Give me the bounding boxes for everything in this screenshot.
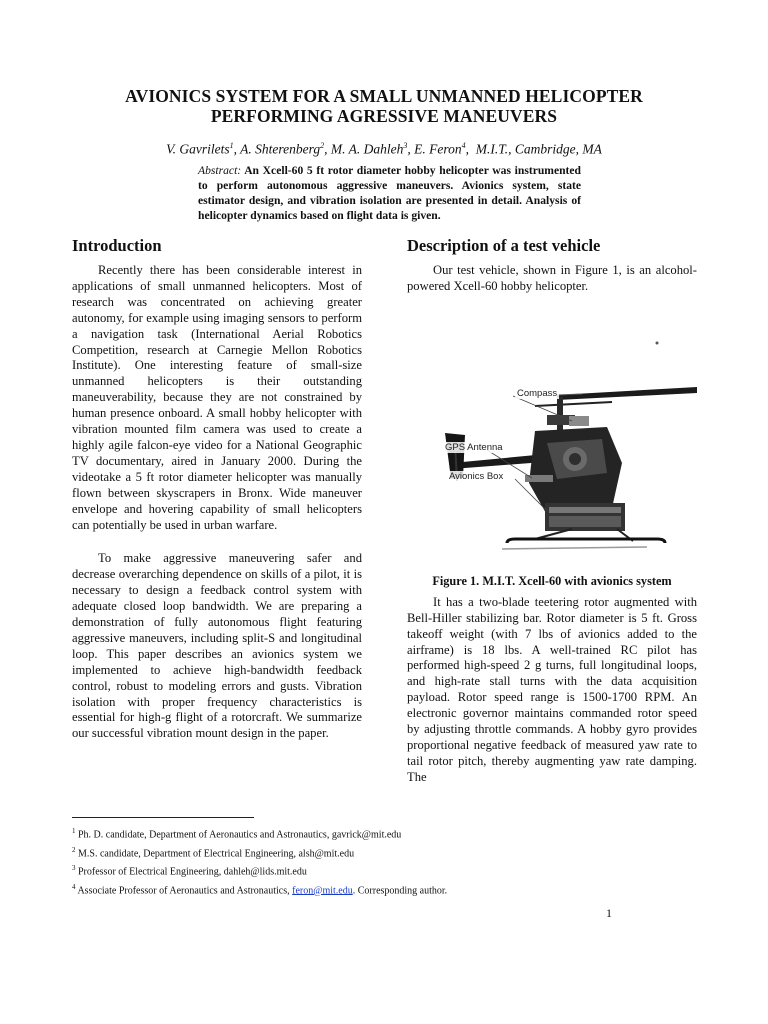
footnote-3-marker: 3 xyxy=(72,864,76,873)
author-line: V. Gavrilets$^1$, A. Shterenberg$^2$, M. A. Dahleh$^3$, E. Feron$^4$, M.I.T., Cambridge, MA xyxy=(166,141,602,157)
author-3-sup: 3 xyxy=(403,141,408,150)
author-1: V. Gavrilets xyxy=(166,141,230,157)
right-column xyxy=(407,235,697,786)
page-number: 1 xyxy=(606,906,612,920)
author-2-sup: 2 xyxy=(320,141,325,150)
footnote-4-marker: 4 xyxy=(72,882,76,891)
footnote-2-marker: 2 xyxy=(72,845,76,854)
title-line-2: PERFORMING AGRESSIVE MANEUVERS xyxy=(210,106,558,126)
compass-label: Compass xyxy=(517,387,558,399)
footnotes xyxy=(72,824,712,898)
gps-antenna-label: GPS Antenna xyxy=(445,441,503,453)
footnote-1-marker: 1 xyxy=(72,827,76,835)
introduction-paragraph-1: Recently there has been considerable interest in applications of small unmanned helicopters. Most of research was concentrated on achieving greater autonomy, for example using imaging sensors to perform a navigation task (International Aerial Robotics Competition, research at Carnegie Mellon Robotics Institute). One interesting feature of small-size unmanned helicopters is their outstanding maneuverability, because they are not constrained by human presence onboard. A small hobby helicopter with vibration mounted film camera was used to create a highly agile falcon-eye video for a National Geographic TV documentary, aired in January 2000. During the videotake a 5 ft rotor diameter helicopter was manually flown between skyscrapers in Bronx. Wide maneuver envelope and hovering capability of small helicopters can potentially be used in urban warfare. xyxy=(72,263,362,532)
figure-1 xyxy=(407,303,697,573)
left-column xyxy=(72,235,362,742)
footnote-2 xyxy=(72,843,712,862)
footnote-2-text: M.S. candidate, Department of Electrical Engineering, alsh@mit.edu xyxy=(78,847,355,859)
footnote-4 xyxy=(72,880,712,899)
author-3: M. A. Dahleh xyxy=(330,141,404,157)
figure-1-caption: Figure 1. M.I.T. Xcell-60 with avionics system xyxy=(432,573,672,588)
affiliation: M.I.T., Cambridge, MA xyxy=(475,141,602,157)
title-line-1: AVIONICS SYSTEM FOR A SMALL UNMANNED HELICOPTER xyxy=(125,86,643,106)
footnote-3-text: Professor of Electrical Engineering, dahleh@lids.mit.edu xyxy=(78,866,307,878)
introduction-paragraph-2: To make aggressive maneuvering safer and decrease overarching dependence on skills of a pilot, it is necessary to design a feedback control system with adequate closed loop bandwidth. We are preparing a demonstration of fully autonomous flight featuring aggressive maneuvers, including split-S and longitudinal loop. This paper describes an avionics system we implemented to achieve high-bandwidth feedback control, robust to modeling errors and gusts. Vibration isolation with proper frequency characteristics is essential for high-g flight of a rotorcraft. We summarize our successful vibration mount design in the paper. xyxy=(72,551,362,741)
abstract xyxy=(198,163,581,223)
avionics-box-label: Avionics Box xyxy=(449,470,504,482)
paper-title xyxy=(0,86,768,126)
introduction-heading: Introduction xyxy=(72,236,162,255)
feron-email-link[interactable]: feron@mit.edu xyxy=(292,884,353,896)
footnote-1 xyxy=(72,824,712,843)
description-heading: Description of a test vehicle xyxy=(407,236,601,255)
abstract-label: Abstract: xyxy=(198,164,242,177)
abstract-text: An Xcell-60 5 ft rotor diameter hobby helicopter was instrumented to perform autonomous aggressive maneuvers. Avionics system, state estimator design, and vibration isolation are presented in detail. Analysis of helicopter dynamics based on flight data is given. xyxy=(198,164,581,222)
author-2: A. Shterenberg xyxy=(240,141,321,157)
author-4: E. Feron xyxy=(414,141,462,157)
helicopter-photo xyxy=(407,303,697,573)
footnote-divider xyxy=(72,817,254,818)
author-4-sup: 4 xyxy=(461,141,466,150)
author-1-sup: 1 xyxy=(229,141,234,150)
description-paragraph-2: It has a two-blade teetering rotor augmented with Bell-Hiller stabilizing bar. Rotor diameter is 5 ft. Gross takeoff weight (with 7 lbs of avionics added to the airframe) is 18 lbs. A well-trained RC pilot has performed high-speed 2 g turns, full longitudinal loops, and high-rate stall turns with the data acquisition payload. Rotor speed range is 1500-1700 RPM. An electronic governor maintains commanded rotor speed by adjusting throttle commands. A hobby gyro provides proportional negative feedback of measured yaw rate to tail rotor pitch, thereby augmenting yaw rate damping. The xyxy=(407,594,697,784)
footnote-3 xyxy=(72,861,712,880)
footnote-4-text-end: . Corresponding author. xyxy=(352,884,448,896)
description-paragraph-1: Our test vehicle, shown in Figure 1, is an alcohol-powered Xcell-60 hobby helicopter. xyxy=(407,263,697,293)
footnote-4-text: Associate Professor of Aeronautics and Astronautics, xyxy=(77,884,293,896)
footnote-1-text: Ph. D. candidate, Department of Aeronautics and Astronautics, gavrick@mit.edu xyxy=(78,829,402,841)
